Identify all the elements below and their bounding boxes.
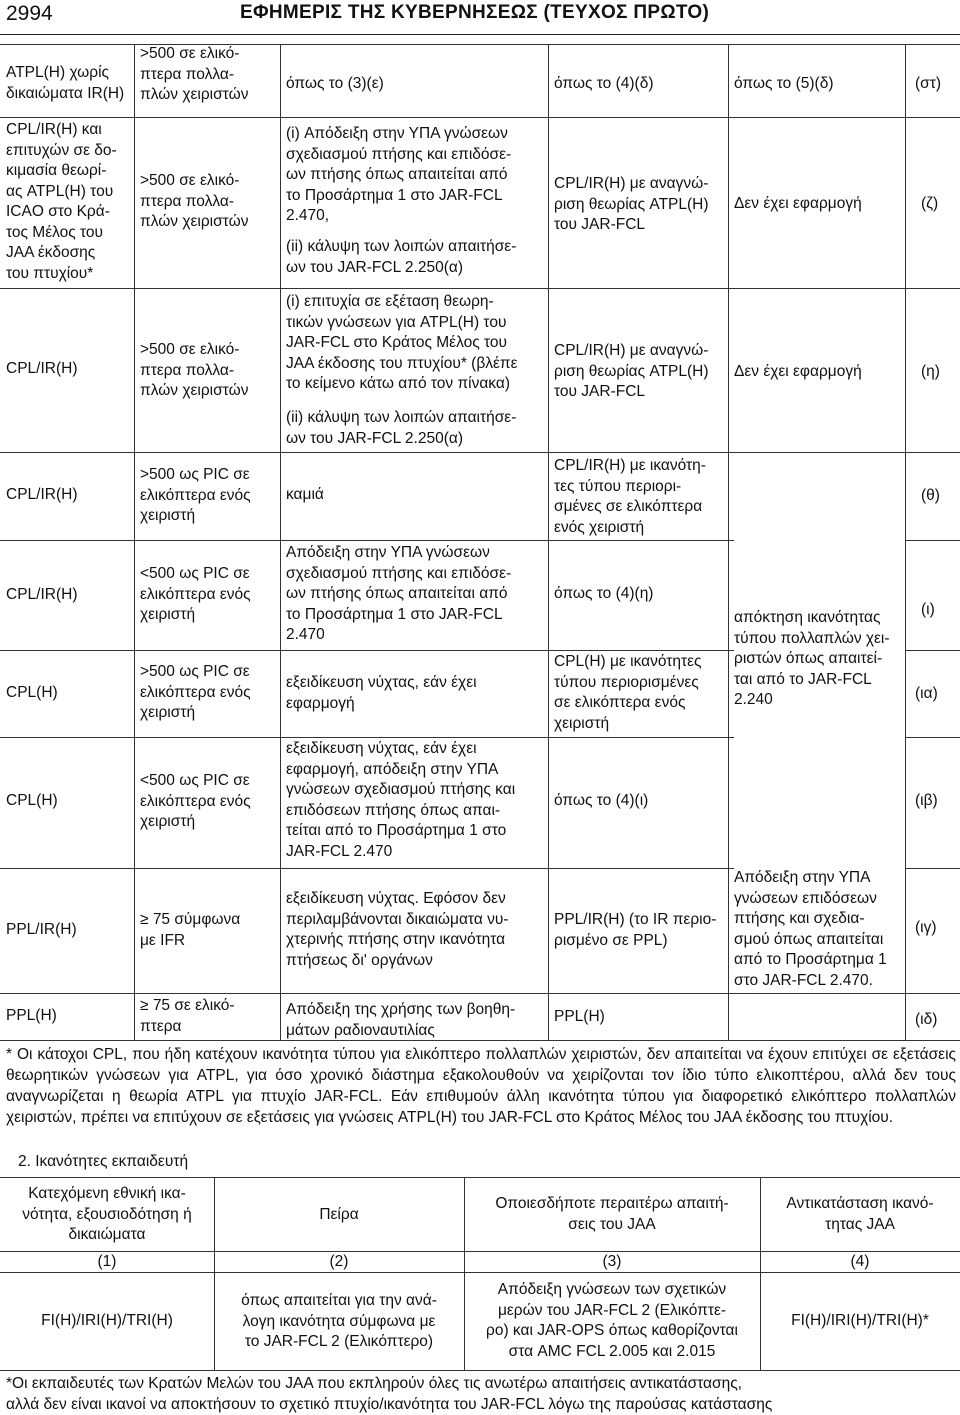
cell-line: PPL(H) xyxy=(554,1008,605,1025)
jaa-licence-cell xyxy=(554,1007,605,1028)
page-header xyxy=(0,0,960,35)
cell-line: του JAR-FCL xyxy=(554,216,646,233)
cell-line: τείται από το Προσάρτημα 1 στο xyxy=(286,822,507,839)
requirements-cell xyxy=(286,889,508,971)
col-divider xyxy=(280,44,281,1040)
cell-line: >500 ως PIC σε xyxy=(140,663,250,680)
cell-line: ας ATPL(H) του xyxy=(6,182,114,200)
footnote-line: αλλά δεν είναι ικανοί να αποκτήσουν το σχετικό πτυχίο/ικανότητα του JAR-FCL λόγω της παρούσας κατάστασης xyxy=(6,1396,773,1413)
row-rule xyxy=(0,288,960,289)
col-divider xyxy=(728,44,729,1040)
cell-line: πτερα πολλα- xyxy=(140,65,234,83)
row-rule xyxy=(0,868,734,869)
cell-line: εξειδίκευση νύχτας, εάν έχει xyxy=(286,740,477,757)
header-line: Πείρα xyxy=(319,1206,359,1223)
jaa-licence-cell xyxy=(554,584,653,605)
cell-line: ελικόπτερα ενός xyxy=(140,792,251,810)
jaa-licence-cell xyxy=(554,652,702,734)
experience-cell xyxy=(140,340,248,402)
cell-line: τύπου πολλαπλών χει- xyxy=(734,629,890,647)
licence-held-cell xyxy=(6,683,58,704)
cell-line: JAA έκδοσης xyxy=(6,244,96,261)
jaa-licence-cell xyxy=(554,341,709,403)
cell-line: επιδόσεων πτήσης όπως απαι- xyxy=(286,801,501,819)
cell-line: λογη ικανότητα σύμφωνα με xyxy=(242,1312,436,1330)
cell-line: γνώσεων επιδόσεων xyxy=(734,889,877,907)
experience-cell xyxy=(140,44,248,106)
cell-line: εφαρμογή, απόδειξη στην ΥΠΑ xyxy=(286,760,499,778)
licence-held-cell xyxy=(6,920,77,941)
cell-line: ων του JAR-FCL 2.250(α) xyxy=(286,429,463,447)
table2-col-number: (4) xyxy=(850,1253,870,1270)
cell-line: τικών γνώσεων για ATPL(H) του xyxy=(286,313,507,331)
cell-line: FI(H)/IRI(H)/TRI(H)* xyxy=(791,1312,929,1329)
table2-cell-replacement xyxy=(760,1311,960,1332)
licence-held-cell xyxy=(6,585,77,606)
cell-line: CPL/IR(H) με αναγνώ- xyxy=(554,342,709,359)
row-rule xyxy=(0,452,960,453)
cell-line: σμένες σε ελικόπτερα xyxy=(554,498,703,515)
cell-line: σε ελικόπτερα ενός xyxy=(554,694,686,711)
cell-line: ATPL(H) χωρίς xyxy=(6,64,109,81)
col-divider xyxy=(905,44,906,1040)
requirements-cell xyxy=(286,739,515,862)
row-reference: (ιγ) xyxy=(915,919,937,936)
table2-header-experience xyxy=(214,1205,464,1226)
cell-line: ICAO στο Κρά- xyxy=(6,203,110,220)
cell-line: ≥ 75 σύμφωνα xyxy=(140,911,241,928)
cell-line: >500 σε ελικό- xyxy=(140,45,240,62)
footnote-atpl: * Οι κάτοχοι CPL, που ήδη κατέχουν ικανότητα τύπου για ελικόπτερο πολλαπλών χειριστών, δεν απαιτείται να έχουν επιτύχει σε εξετάσεις θεωρητικών γνώσεων για ATPL, για όσο χρονικό διάστημα εξακολουθούν να χειρίζονται τον ίδιο τύπο ελικοπτέρου, αλλά δεν τους αναγνωρίζεται η θεωρία ATPL για πτυχίο JAR-FCL. Εάν επιθυμούν άλλη ικανότητα τύπου για διαφορετικό ελικόπτερο πολλαπλών χειριστών, πρέπει να επιτύχουν σε εξετάσεις για γνώσεις ATPL(H) του JAR-FCL στο Κράτος Μέλος του JAA έκδοσης του πτυχίου. xyxy=(6,1046,956,1126)
cell-line: πτήσης και σχεδια- xyxy=(734,910,865,927)
row-reference: (θ) xyxy=(921,487,940,504)
experience-cell xyxy=(140,771,251,833)
cell-line: ρισμένο σε PPL) xyxy=(554,931,668,949)
cell-line: (i) Απόδειξη στην ΥΠΑ γνώσεων xyxy=(286,125,508,142)
experience-cell xyxy=(140,564,251,626)
cell-line: (i) επιτυχία σε εξέταση θεωρη- xyxy=(286,293,494,310)
cell-line: Δεν έχει εφαρμογή xyxy=(734,195,862,212)
cell-line: >500 ως PIC σε xyxy=(140,466,250,483)
cell-line: χειριστή xyxy=(140,813,196,830)
table2-header-requirements xyxy=(464,1194,760,1235)
cell-line: χειριστή xyxy=(140,606,196,623)
type-rating-cell xyxy=(734,362,862,383)
row-reference: (ια) xyxy=(915,685,938,702)
cell-line: >500 σε ελικό- xyxy=(140,341,240,358)
row-rule xyxy=(905,737,960,738)
cell-line: CPL(H) xyxy=(6,792,58,809)
cell-line: 2.240 xyxy=(734,691,773,708)
cell-line: μερών του JAR-FCL 2 (Ελικόπτε- xyxy=(497,1301,727,1319)
licence-held-cell xyxy=(6,1006,57,1027)
cell-line: ενός χειριστή xyxy=(554,518,645,536)
row-rule xyxy=(905,540,960,541)
cell-line: τύπου περιορισμένες xyxy=(554,673,699,691)
jaa-licence-cell xyxy=(554,791,648,812)
requirements-cell xyxy=(286,543,511,646)
cell-line: πλών χειριστών xyxy=(140,213,249,230)
licence-held-cell xyxy=(6,63,124,104)
header-line: σεις του JAA xyxy=(568,1215,656,1233)
cell-line: >500 σε ελικό- xyxy=(140,172,240,189)
header-line: δικαιώματα xyxy=(68,1226,146,1243)
cell-line: CPL(H) xyxy=(6,684,58,701)
jaa-licence-cell xyxy=(554,174,709,236)
licence-held-cell xyxy=(6,485,77,506)
cell-line: από το Προσάρτημα 1 xyxy=(734,951,887,968)
cell-line: 2.470, xyxy=(286,207,330,224)
cell-line: JAR-FCL 2.470 xyxy=(286,842,393,860)
requirements-cell xyxy=(286,124,511,227)
page-number: 2994 xyxy=(6,2,53,25)
licence-held-cell xyxy=(6,791,58,812)
cell-line: PPL(H) xyxy=(6,1007,57,1024)
table2-bottom-rule xyxy=(0,1370,960,1371)
footnote-line: *Οι εκπαιδευτές των Κρατών Μελών του JAA που εκπληρούν όλες τις ανωτέρω απαιτήσεις αντικατάστασης, xyxy=(6,1375,742,1392)
cell-line: ριστών όπως απαιτεί- xyxy=(734,650,883,667)
cell-line: πλών χειριστών xyxy=(140,382,249,399)
table2-cell-requirements xyxy=(464,1280,760,1362)
cell-line: πτερα πολλα- xyxy=(140,361,234,379)
cell-line: (ii) κάλυψη των λοιπών απαιτήσε- xyxy=(286,238,517,255)
row-reference: (η) xyxy=(921,363,940,380)
cell-line: ρο) και JAR-OPS όπως καθορίζονται xyxy=(486,1322,738,1339)
cell-line: ων πτήσης όπως απαιτείται από xyxy=(286,166,508,183)
cell-line: ελικόπτερα ενός xyxy=(140,683,251,701)
cell-line: όπως το (4)(η) xyxy=(554,585,654,602)
cell-line: εξειδίκευση νύχτας, εάν έχει xyxy=(286,674,477,691)
requirements-cell xyxy=(286,673,477,714)
type-rating-cell xyxy=(734,194,862,215)
cell-line: χειριστή xyxy=(554,714,610,732)
cell-line: PPL/IR(H) (το IR περιο- xyxy=(554,911,717,928)
cell-line: Απόδειξη της χρήσης των βοηθη- xyxy=(286,1001,516,1018)
row-rule xyxy=(905,650,960,651)
row-rule xyxy=(0,737,734,738)
section-heading: 2. Ικανότητες εκπαιδευτή xyxy=(18,1153,189,1170)
cell-line: χειριστή xyxy=(140,704,196,721)
row-reference: (ι) xyxy=(921,601,935,618)
cell-line: Απόδειξη στην ΥΠΑ γνώσεων xyxy=(286,544,490,561)
cell-line: ριση θεωρίας ATPL(H) xyxy=(554,362,709,380)
cell-line: πτερα xyxy=(140,1017,182,1035)
table2-col-number: (1) xyxy=(97,1253,117,1270)
requirements-cell xyxy=(286,292,518,395)
cell-line: εφαρμογή xyxy=(286,694,355,712)
cell-line: σμού όπως απαιτείται xyxy=(734,930,884,948)
table2-header-held xyxy=(0,1184,214,1246)
table2-col-number: (3) xyxy=(602,1253,622,1270)
cell-line: CPL/IR(H) xyxy=(6,486,78,503)
cell-line: μάτων ραδιοναυτιλίας xyxy=(286,1021,435,1039)
cell-line: τος Μέλος του xyxy=(6,223,104,241)
cell-line: ελικόπτερα ενός xyxy=(140,486,251,504)
cell-line: όπως το (5)(δ) xyxy=(734,75,834,92)
cell-line: ελικόπτερα ενός xyxy=(140,585,251,603)
cell-line: επιτυχών σε δο- xyxy=(6,141,117,159)
experience-cell xyxy=(140,465,251,527)
cell-line: ριση θεωρίας ATPL(H) xyxy=(554,195,709,213)
cell-line: όπως το (4)(δ) xyxy=(554,75,654,92)
cell-line: τες τύπου περιορι- xyxy=(554,477,682,495)
type-rating-cell xyxy=(734,74,833,95)
jaa-licence-cell xyxy=(554,74,653,95)
row-reference: (ιβ) xyxy=(915,792,938,809)
table2-cell-experience xyxy=(214,1291,464,1353)
cell-line: δικαιώματα IR(H) xyxy=(6,84,125,102)
cell-line: του JAR-FCL xyxy=(554,383,646,400)
cell-line: απόκτηση ικανότητας xyxy=(734,609,881,626)
cell-line: (ii) κάλυψη των λοιπών απαιτήσε- xyxy=(286,409,517,426)
cell-line: το JAR-FCL 2 (Ελικόπτερο) xyxy=(244,1333,434,1350)
cell-line: Απόδειξη γνώσεων των σχετικών xyxy=(497,1281,727,1298)
header-line: Οποιεσδήποτε περαιτέρω απαιτή- xyxy=(495,1195,729,1212)
licence-held-cell xyxy=(6,120,117,284)
jaa-licence-cell xyxy=(554,456,706,538)
requirements-cell xyxy=(286,74,384,95)
cell-line: Απόδειξη στην ΥΠΑ xyxy=(734,869,871,886)
type-rating-merged-cell xyxy=(734,868,887,991)
cell-line: όπως το (3)(ε) xyxy=(286,75,384,92)
cell-line: όπως το (4)(ι) xyxy=(554,792,649,809)
row-reference: (στ) xyxy=(915,75,942,92)
cell-line: JAA έκδοσης του πτυχίου* (βλέπε xyxy=(286,354,518,372)
cell-line: 2.470 xyxy=(286,626,325,643)
table2-cell-held xyxy=(0,1311,214,1332)
gazette-title: ΕΦΗΜΕΡΙΣ ΤΗΣ ΚΥΒΕΡΝΗΣΕΩΣ (ΤΕΥΧΟΣ ΠΡΩΤΟ) xyxy=(240,2,710,23)
table2-col-number: (2) xyxy=(329,1253,349,1270)
cell-line: σχεδιασμού πτήσης και επιδόσε- xyxy=(286,145,512,163)
licence-held-cell xyxy=(6,359,77,380)
experience-cell xyxy=(140,171,248,233)
experience-cell xyxy=(140,662,251,724)
cell-line: κιμασία θεωρί- xyxy=(6,162,107,179)
jaa-licence-cell xyxy=(554,910,716,951)
cell-line: πτήσεως δι' οργάνων xyxy=(286,951,433,969)
requirements-cell xyxy=(286,1000,515,1041)
cell-line: FI(H)/IRI(H)/TRI(H) xyxy=(41,1312,173,1329)
table2-top-rule xyxy=(0,1177,960,1178)
cell-line: εξειδίκευση νύχτας. Εφόσον δεν xyxy=(286,890,506,907)
header-line: Αντικατάσταση ικανό- xyxy=(786,1195,934,1212)
cell-line: του πτυχίου* xyxy=(6,264,94,282)
row-rule xyxy=(905,868,960,869)
cell-line: ται από το JAR-FCL xyxy=(734,670,872,688)
cell-line: όπως απαιτείται για την ανά- xyxy=(241,1292,437,1309)
cell-line: CPL/IR(H) xyxy=(6,586,78,603)
cell-line: το Προσάρτημα 1 στο JAR-FCL xyxy=(286,186,503,204)
row-rule xyxy=(0,540,734,541)
cell-line: γνώσεων σχεδιασμού πτήσης και xyxy=(286,781,516,798)
cell-line: ων του JAR-FCL 2.250(α) xyxy=(286,258,463,276)
header-line: νότητα, εξουσιοδότηση ή xyxy=(22,1205,192,1223)
cell-line: περιλαμβάνονται δικαιώματα νυ- xyxy=(286,910,509,928)
cell-line: το κείμενο κάτω από τον πίνακα) xyxy=(286,375,510,392)
cell-line: JAR-FCL στο Κράτος Μέλος του xyxy=(286,334,508,351)
cell-line: πτερα πολλα- xyxy=(140,192,234,210)
requirements-cell xyxy=(286,485,324,506)
cell-line: χειριστή xyxy=(140,507,196,524)
requirements-cell-extra xyxy=(286,408,516,449)
requirements-cell-extra xyxy=(286,237,516,278)
cell-line: PPL/IR(H) xyxy=(6,921,77,938)
row-rule xyxy=(0,650,734,651)
type-rating-merged-cell xyxy=(734,608,890,711)
header-line: Κατεχόμενη εθνική ικα- xyxy=(28,1185,186,1202)
cell-line: ≥ 75 σε ελικό- xyxy=(140,997,235,1014)
cell-line: με IFR xyxy=(140,931,186,949)
col-divider xyxy=(134,44,135,1040)
cell-line: το Προσάρτημα 1 στο JAR-FCL xyxy=(286,605,503,623)
row-reference: (ζ) xyxy=(921,195,939,212)
cell-line: Δεν έχει εφαρμογή xyxy=(734,363,862,380)
cell-line: πλών χειριστών xyxy=(140,86,249,103)
cell-line: ων πτήσης όπως απαιτείται από xyxy=(286,585,508,602)
row-rule xyxy=(0,993,960,994)
col-divider xyxy=(548,44,549,1040)
cell-line: <500 ως PIC σε xyxy=(140,565,250,582)
header-line: τητας JAA xyxy=(825,1215,895,1233)
cell-line: σχεδιασμού πτήσης και επιδόσε- xyxy=(286,564,512,582)
cell-line: καμιά xyxy=(286,486,324,503)
cell-line: χτερινής πτήσης στην ικανότητα xyxy=(286,931,506,948)
experience-cell xyxy=(140,910,240,951)
row-rule xyxy=(0,117,960,118)
footnote-instructors xyxy=(6,1373,956,1415)
cell-line: CPL/IR(H) xyxy=(6,360,78,377)
cell-line: στα AMC FCL 2.005 και 2.015 xyxy=(508,1342,716,1360)
table2-header-replacement xyxy=(760,1194,960,1235)
cell-line: CPL/IR(H) με αναγνώ- xyxy=(554,175,709,192)
cell-line: CPL/IR(H) με ικανότη- xyxy=(554,457,706,474)
row-reference: (ιδ) xyxy=(915,1011,938,1028)
experience-cell xyxy=(140,996,235,1037)
cell-line: CPL(H) με ικανότητες xyxy=(554,653,702,670)
cell-line: <500 ως PIC σε xyxy=(140,772,250,789)
cell-line: στο JAR-FCL 2.470. xyxy=(734,971,873,989)
cell-line: CPL/IR(H) και xyxy=(6,121,102,138)
